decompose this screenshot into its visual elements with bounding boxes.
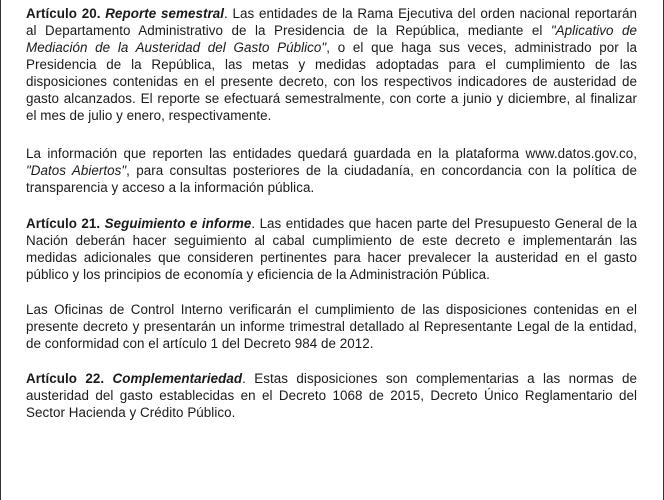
article-20-text-b: , o el que haga sus veces, administrado por la Presidencia de la República, las metas y medidas adoptadas para el cumplimiento de las disposiciones contenidas en el presente decreto, con los respectivos indicadores de austeridad de gasto alcanzados. El reporte se efectuará semestralmente, con corte a junio y diciembre, al finalizar el mes de julio y enero, respectivamente. [26,40,637,123]
article-22-paragraph [26,370,637,421]
article-20-italic: "Aplicativo de Mediación de la Austeridad del Gasto Público" [26,23,637,55]
article-21-paragraph [26,215,637,283]
control-paragraph [26,301,637,352]
article-22-title: Complementariedad [112,371,243,386]
control-text: Las Oficinas de Control Interno verificarán el cumplimiento de las disposiciones contenidas en el presente decreto y presentarán un informe trimestral detallado al Representante Legal de la entidad, de conformidad con el artículo 1 del Decreto 984 de 2012. [26,302,637,351]
article-20-label: Artículo 20. [26,6,106,21]
article-22-text: . Estas disposiciones son complementarias a las normas de austeridad del gasto establecidas en el Decreto 1068 de 2015, Decreto Único Reglamentario del Sector Hacienda y Crédito Público. [26,371,637,420]
info-paragraph [26,145,637,196]
info-text-a: La información que reporten las entidades quedará guardada en la plataforma www.datos.gov.co, [26,146,637,161]
article-22-label: Artículo 22. [26,371,113,386]
info-text-b: , para consultas posteriores de la ciudadanía, en concordancia con la política de transparencia y acceso a la información pública. [26,163,637,195]
article-21-text: . Las entidades que hacen parte del Presupuesto General de la Nación deberán hacer seguimiento al cabal cumplimiento de este decreto e implementarán las medidas adicionales que consideren pertinentes para hacer prevalecer la austeridad en el gasto público y los principios de economía y eficiencia de la Administración Pública. [26,216,637,282]
article-20-title: Reporte semestral [105,6,224,21]
info-italic: "Datos Abiertos" [26,163,127,178]
article-20-paragraph [26,5,637,124]
article-20-text-a: . Las entidades de la Rama Ejecutiva del orden nacional reportarán al Departamento Administrativo de la Presidencia de la República, mediante el [26,6,638,38]
article-21-title: Seguimiento e informe [104,216,252,231]
article-21-label: Artículo 21. [26,216,105,231]
